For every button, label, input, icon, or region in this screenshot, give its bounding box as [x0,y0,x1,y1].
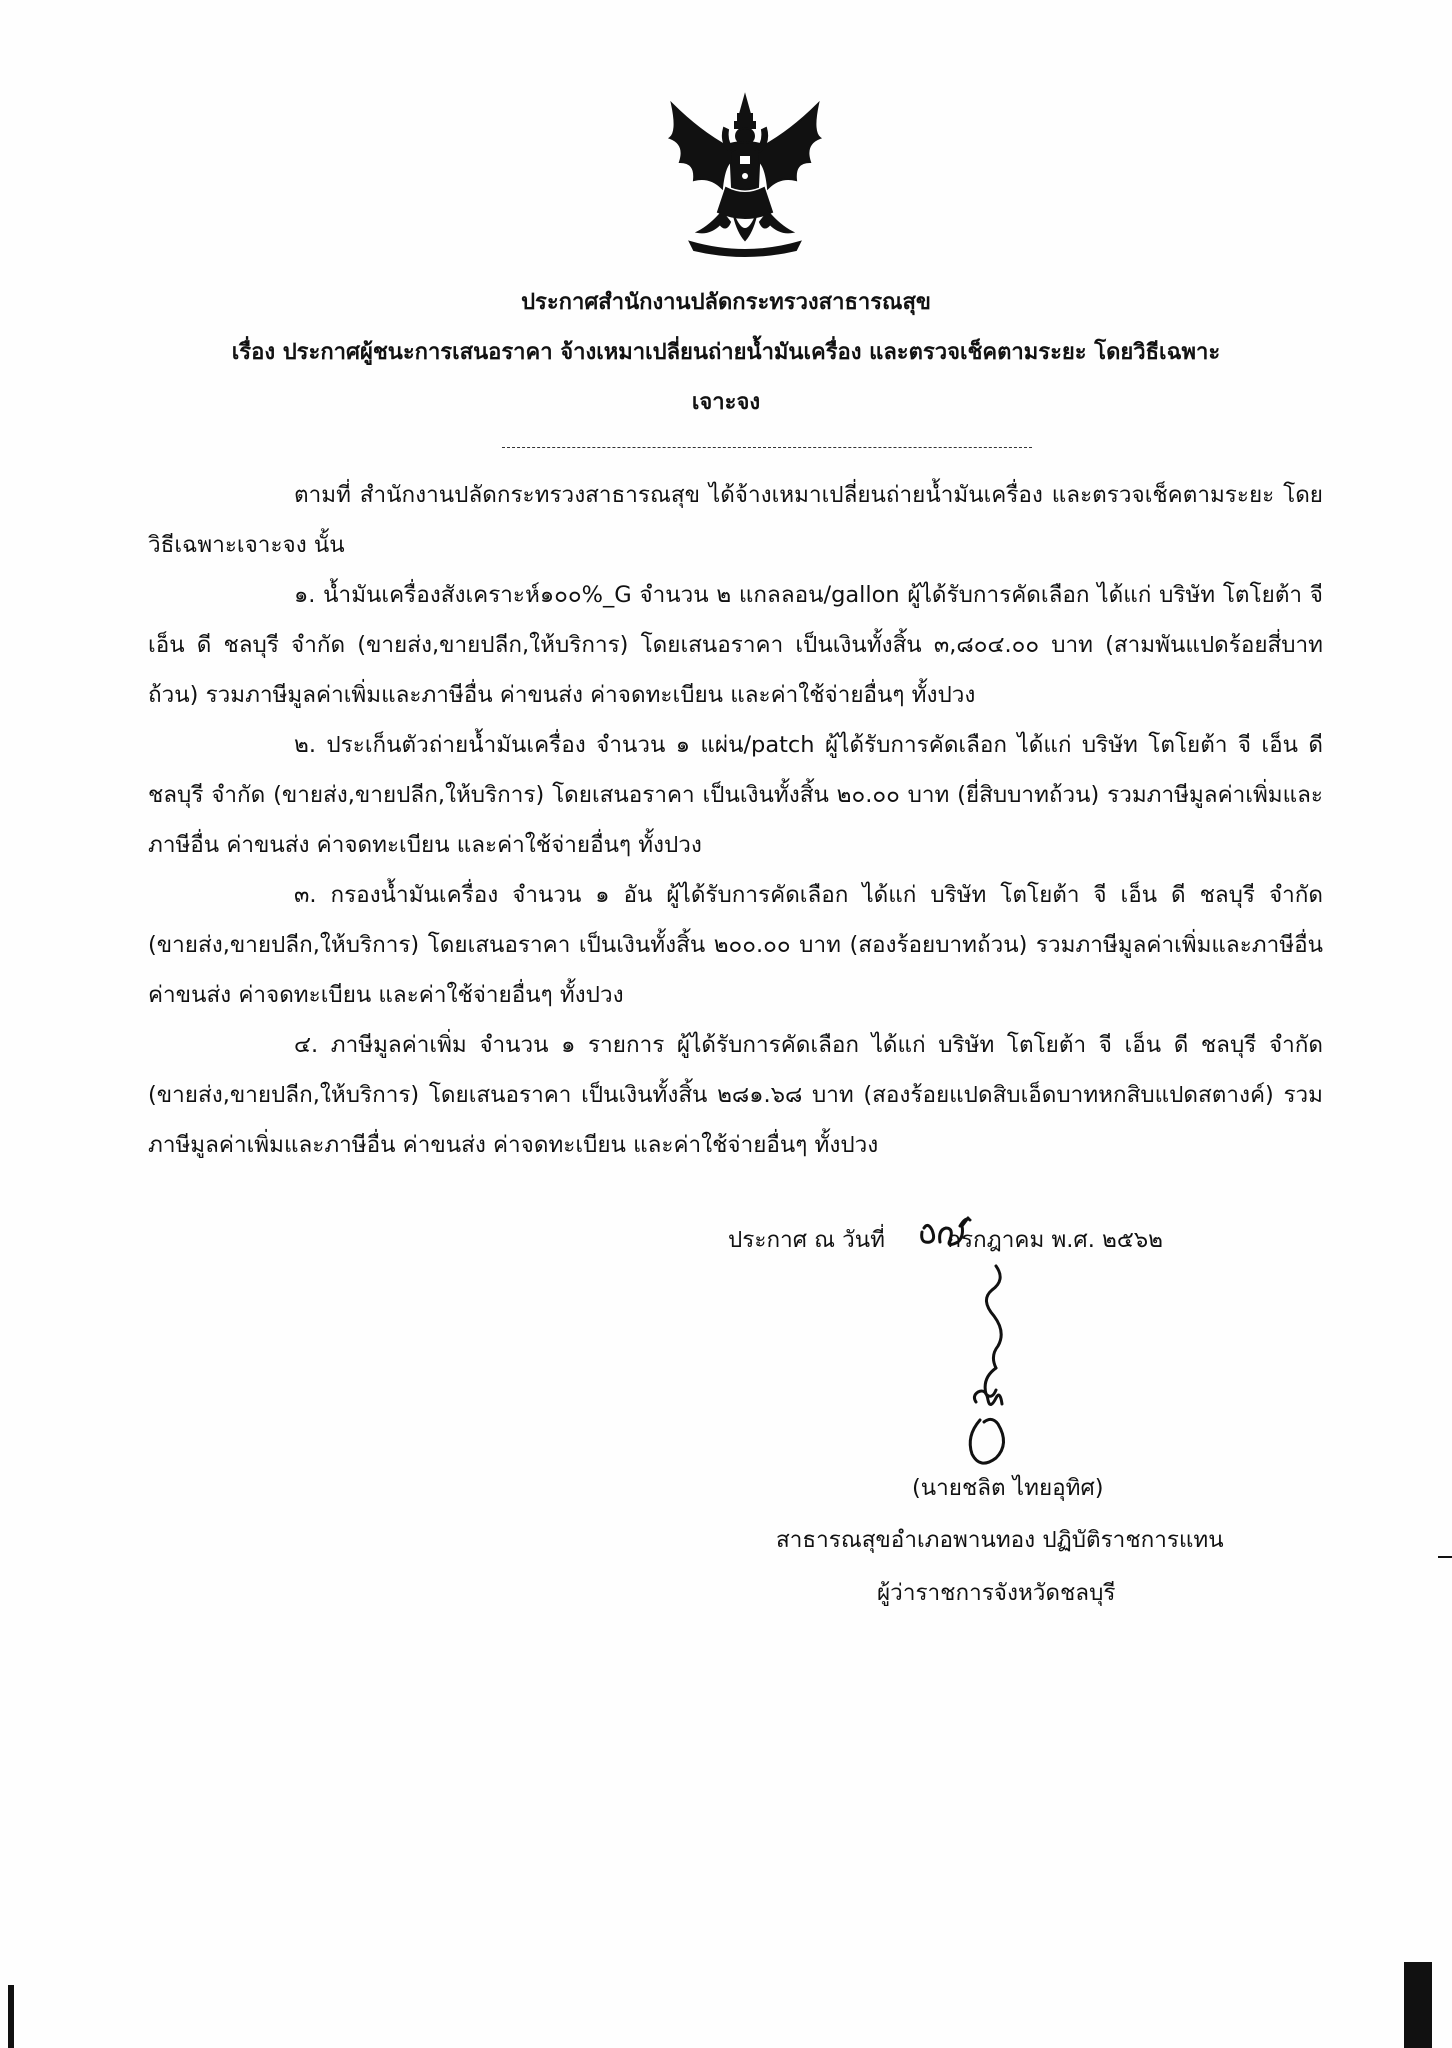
signature-mark [936,1260,1026,1470]
scan-edge-mark-right [1404,1962,1432,2048]
signatory-position: สาธารณสุขอำเภอพานทอง ปฏิบัติราชการแทน [776,1527,1224,1553]
signatory-name: (นายชลิต ไทยอุทิศ) [912,1475,1104,1501]
scan-edge-tick-right [1438,1556,1452,1558]
handwritten-day-mark [916,1212,972,1254]
garuda-emblem-icon [660,92,830,260]
award-item-4: ๔. ภาษีมูลค่าเพิ่ม จำนวน ๑ รายการ ผู้ได้รับการคัดเลือก ได้แก่ บริษัท โตโยต้า จี เอ็น ดี ชลบุรี จำกัด (ขายส่ง,ขายปลีก,ให้บริการ) โดยเสนอราคา เป็นเงินทั้งสิ้น ๒๘๑.๖๘ บาท (สองร้อยแปดสิบเอ็ดบาทหกสิบแปดสตางค์) รวมภาษีมูลค่าเพิ่มและภาษีอื่น ค่าขนส่ง ค่าจดทะเบียน และค่าใช้จ่ายอื่นๆ ทั้งปวง [148,1032,1323,1158]
scan-edge-mark-left [8,1985,14,2048]
award-item-3: ๓. กรองน้ำมันเครื่อง จำนวน ๑ อัน ผู้ได้รับการคัดเลือก ได้แก่ บริษัท โตโยต้า จี เอ็น ดี ชลบุรี จำกัด (ขายส่ง,ขายปลีก,ให้บริการ) โดยเสนอราคา เป็นเงินทั้งสิ้น ๒๐๐.๐๐ บาท (สองร้อยบาทถ้วน) รวมภาษีมูลค่าเพิ่มและภาษีอื่น ค่าขนส่ง ค่าจดทะเบียน และค่าใช้จ่ายอื่นๆ ทั้งปวง [148,882,1323,1008]
title-divider [502,447,1032,448]
announcement-subject: เรื่อง ประกาศผู้ชนะการเสนอราคา จ้างเหมาเปลี่ยนถ่ายน้ำมันเครื่อง และตรวจเช็คตามระยะ โดยวิธีเฉพาะ [231,340,1221,365]
intro-paragraph: ตามที่ สำนักงานปลัดกระทรวงสาธารณสุข ได้จ้างเหมาเปลี่ยนถ่ายน้ำมันเครื่อง และตรวจเช็คตามระยะ โดยวิธีเฉพาะเจาะจง นั้น [148,482,1323,558]
dateline-month-year: กรกฎาคม พ.ศ. ๒๕๖๒ [947,1227,1163,1253]
issue-dateline [728,1220,1248,1260]
signatory-position-line-2: ผู้ว่าราชการจังหวัดชลบุรี [877,1580,1116,1606]
award-item-1: ๑. น้ำมันเครื่องสังเคราะห์๑๐๐%_G จำนวน ๒ แกลลอน/gallon ผู้ได้รับการคัดเลือก ได้แก่ บริษัท โตโยต้า จี เอ็น ดี ชลบุรี จำกัด (ขายส่ง,ขายปลีก,ให้บริการ) โดยเสนอราคา เป็นเงินทั้งสิ้น ๓,๘๐๔.๐๐ บาท (สามพันแปดร้อยสี่บาทถ้วน) รวมภาษีมูลค่าเพิ่มและภาษีอื่น ค่าขนส่ง ค่าจดทะเบียน และค่าใช้จ่ายอื่นๆ ทั้งปวง [148,582,1323,708]
announcement-title: ประกาศสำนักงานปลัดกระทรวงสาธารณสุข [521,290,931,315]
dateline-prefix: ประกาศ ณ วันที่ [728,1227,886,1253]
announcement-subject-continued: เจาะจง [691,390,761,415]
award-item-2: ๒. ประเก็นตัวถ่ายน้ำมันเครื่อง จำนวน ๑ แผ่น/patch ผู้ได้รับการคัดเลือก ได้แก่ บริษัท โตโยต้า จี เอ็น ดี ชลบุรี จำกัด (ขายส่ง,ขายปลีก,ให้บริการ) โดยเสนอราคา เป็นเงินทั้งสิ้น ๒๐.๐๐ บาท (ยี่สิบบาทถ้วน) รวมภาษีมูลค่าเพิ่มและภาษีอื่น ค่าขนส่ง ค่าจดทะเบียน และค่าใช้จ่ายอื่นๆ ทั้งปวง [148,732,1323,858]
